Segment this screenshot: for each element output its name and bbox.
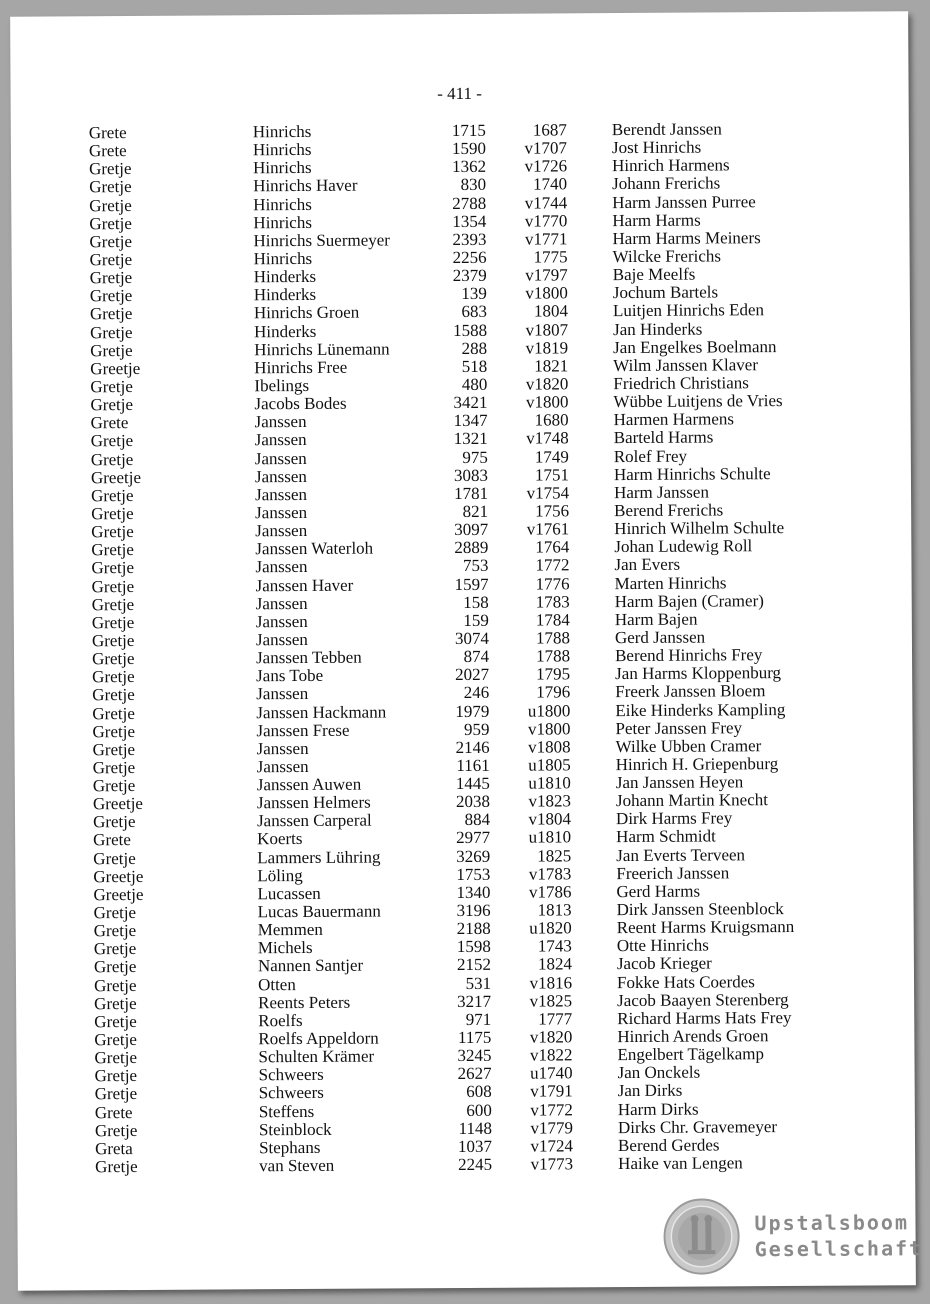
first-name-cell: Gretje	[92, 776, 136, 796]
spouse-cell: Marten Hinrichs	[614, 572, 727, 593]
year-cell: v1804	[528, 809, 572, 829]
first-name-cell: Gretje	[93, 848, 136, 868]
spouse-cell: Berend Hinrichs Frey	[614, 645, 763, 666]
year-cell: 1784	[535, 610, 570, 630]
year-cell: 1680	[534, 410, 569, 430]
record-number-cell: 959	[463, 719, 490, 739]
first-name-cell: Gretje	[95, 1157, 138, 1177]
first-name-cell: Grete	[94, 1102, 133, 1122]
record-number-cell: 1753	[456, 864, 491, 884]
year-cell: 1804	[533, 301, 568, 321]
spouse-cell: Jan Hinderks	[612, 319, 703, 339]
surname-cell: Janssen	[256, 684, 309, 704]
first-name-cell: Gretje	[94, 1066, 138, 1086]
year-cell: 1821	[534, 356, 569, 376]
first-name-cell: Gretje	[91, 576, 135, 596]
surname-cell: Hinrichs	[253, 212, 312, 232]
surname-cell: Janssen	[255, 611, 308, 632]
first-name-cell: Gretje	[92, 812, 136, 832]
surname-cell: Janssen	[255, 521, 308, 541]
record-number-cell: 2146	[455, 737, 490, 757]
first-name-cell: Gretje	[89, 195, 132, 215]
spouse-cell: Berend Gerdes	[617, 1135, 720, 1155]
record-number-cell: 2188	[456, 919, 491, 939]
spouse-cell: Haike van Lengen	[618, 1153, 743, 1174]
spouse-cell: Harm Bajen (Cramer)	[614, 590, 764, 611]
record-number-cell: 1715	[451, 120, 486, 141]
record-number-cell: 3097	[454, 519, 489, 540]
first-name-cell: Greta	[94, 1138, 133, 1159]
spouse-cell: Harm Janssen Purree	[612, 191, 756, 212]
surname-cell: Ibelings	[254, 375, 310, 396]
logo-text-line1: Upstalsboom	[754, 1210, 910, 1236]
spouse-cell: Jost Hinrichs	[611, 137, 702, 158]
spouse-cell: Berendt Janssen	[611, 119, 722, 140]
year-cell: v1823	[528, 791, 571, 811]
record-number-cell: 830	[460, 175, 487, 195]
surname-cell: Stephans	[258, 1137, 321, 1158]
surname-cell: Memmen	[257, 920, 323, 940]
record-number-cell: 2027	[455, 665, 490, 685]
first-name-cell: Gretje	[91, 503, 134, 524]
spouse-cell: Jan Janssen Heyen	[615, 772, 744, 793]
year-cell: v1761	[526, 519, 570, 539]
spouse-cell: Jan Harms Kloppenburg	[615, 663, 782, 684]
record-number-cell: 1588	[452, 320, 488, 340]
record-number-cell: 2152	[456, 955, 491, 975]
record-number-cell: 3074	[454, 628, 489, 648]
surname-cell: Roelfs	[258, 1010, 303, 1031]
spouse-cell: Jan Everts Terveen	[616, 844, 746, 865]
record-number-cell: 518	[461, 356, 488, 376]
first-name-cell: Gretje	[91, 594, 135, 614]
spouse-cell: Wilcke Frerichs	[612, 246, 722, 267]
first-name-cell: Gretje	[89, 249, 133, 270]
first-name-cell: Gretje	[94, 1084, 138, 1104]
first-name-cell: Gretje	[90, 376, 133, 397]
record-number-cell: 2393	[452, 229, 487, 249]
year-cell: 1788	[535, 646, 571, 666]
spouse-cell: Fokke Hats Coerdes	[616, 971, 755, 992]
surname-cell: Schweers	[258, 1065, 324, 1085]
year-cell: 1776	[535, 573, 570, 594]
year-cell: v1724	[530, 1136, 574, 1156]
spouse-cell: Dirks Chr. Gravemeyer	[617, 1116, 778, 1137]
spouse-cell: Harm Schmidt	[616, 826, 716, 847]
record-number-cell: 2038	[455, 792, 490, 812]
surname-cell: Hinderks	[253, 321, 317, 341]
spouse-cell: Barteld Harms	[613, 427, 714, 448]
year-cell: v1748	[526, 428, 569, 449]
spouse-cell: Berend Frerichs	[614, 500, 724, 521]
record-number-cell: 975	[462, 447, 488, 467]
record-number-cell: 2245	[458, 1154, 493, 1175]
record-number-cell: 288	[461, 338, 488, 358]
first-name-cell: Gretje	[89, 213, 132, 233]
first-name-cell: Gretje	[94, 1120, 138, 1140]
first-name-cell: Grete	[88, 123, 127, 143]
spouse-cell: Hinrich Wilhelm Schulte	[614, 518, 785, 539]
record-number-cell: 608	[466, 1082, 492, 1102]
surname-cell: Hinderks	[253, 267, 317, 287]
record-number-cell: 1597	[454, 574, 489, 594]
year-cell: 1777	[538, 1009, 573, 1029]
year-cell: 1764	[535, 537, 570, 557]
year-cell: v1808	[528, 737, 571, 757]
surname-cell: Hinrichs Lünemann	[254, 339, 390, 359]
spouse-cell: Wübbe Luitjens de Vries	[613, 391, 783, 412]
year-cell: 1751	[534, 465, 569, 485]
spouse-cell: Jochum Bartels	[612, 282, 719, 303]
surname-cell: Hinrichs Free	[254, 357, 348, 378]
spouse-cell: Engelbert Tägelkamp	[617, 1044, 765, 1065]
spouse-cell: Gerd Janssen	[614, 627, 706, 648]
record-number-cell: 1979	[455, 701, 490, 721]
year-cell: v1786	[528, 882, 572, 902]
surname-cell: Hinrichs Groen	[253, 303, 360, 323]
record-number-cell: 821	[462, 501, 489, 521]
spouse-cell: Jan Onckels	[617, 1062, 701, 1083]
surname-cell: Janssen Tebben	[255, 647, 362, 668]
record-number-cell: 1590	[451, 138, 486, 159]
year-cell: 1813	[537, 900, 572, 920]
year-cell: u1820	[529, 918, 572, 938]
year-cell: u1810	[528, 773, 571, 793]
seal-icon	[662, 1197, 740, 1275]
surname-cell: Hinrichs	[253, 194, 312, 214]
year-cell: 1796	[536, 682, 571, 702]
record-number-cell: 159	[463, 610, 489, 630]
year-cell: v1783	[528, 864, 572, 884]
record-number-cell: 3217	[457, 991, 492, 1011]
first-name-cell: Gretje	[93, 939, 137, 959]
year-cell: v1807	[525, 319, 569, 340]
first-name-cell: Gretje	[94, 1048, 138, 1068]
surname-cell: Jans Tobe	[256, 666, 324, 686]
first-name-cell: Gretje	[91, 522, 134, 542]
first-name-cell: Gretje	[90, 395, 134, 415]
record-number-cell: 3083	[453, 465, 488, 485]
spouse-cell: Harm Dirks	[617, 1099, 699, 1119]
surname-cell: Janssen	[254, 466, 307, 486]
first-name-cell: Gretje	[92, 667, 135, 687]
surname-cell: Janssen Auwen	[256, 774, 362, 795]
year-cell: 1749	[534, 446, 569, 467]
spouse-cell: Harm Bajen	[614, 609, 698, 629]
year-cell: v1800	[527, 718, 571, 739]
spouse-cell: Hinrich Harmens	[611, 155, 730, 176]
spouse-cell: Eike Hinderks Kampling	[615, 699, 786, 720]
surname-cell: Hinrichs	[252, 140, 312, 160]
spouse-cell: Jan Engelkes Boelmann	[613, 336, 777, 357]
record-number-cell: 971	[465, 1009, 492, 1029]
first-name-cell: Gretje	[93, 975, 137, 995]
surname-cell: Reents Peters	[258, 992, 351, 1013]
first-name-cell: Gretje	[91, 612, 135, 633]
record-number-cell: 1321	[453, 429, 488, 449]
surname-cell: Janssen	[254, 448, 307, 468]
spouse-cell: Jacob Baayen Sterenberg	[617, 989, 789, 1010]
first-name-cell: Gretje	[90, 431, 134, 451]
record-number-cell: 600	[466, 1100, 492, 1120]
society-logo	[662, 1196, 924, 1277]
surname-cell: Hinrichs	[252, 158, 312, 178]
first-name-cell: Gretje	[94, 1011, 137, 1032]
year-cell: v1820	[529, 1027, 573, 1047]
year-cell: v1800	[525, 392, 569, 412]
record-number-cell: 1037	[457, 1136, 493, 1156]
record-number-cell: 3196	[456, 900, 491, 921]
first-name-cell: Gretje	[93, 921, 137, 941]
first-name-cell: Gretje	[91, 649, 135, 669]
spouse-cell: Johann Martin Knecht	[615, 790, 769, 811]
first-name-cell: Gretje	[89, 322, 133, 342]
year-cell: v1771	[524, 229, 568, 249]
first-name-cell: Gretje	[89, 286, 133, 306]
surname-cell: Janssen Hackmann	[256, 701, 387, 722]
spouse-cell: Dirk Harms Frey	[615, 808, 733, 829]
spouse-cell: Harm Janssen	[613, 482, 709, 502]
spouse-cell: Jan Evers	[614, 555, 681, 575]
spouse-cell: Peter Janssen Frey	[615, 717, 743, 738]
first-name-cell: Greetje	[92, 794, 144, 814]
record-number-cell: 480	[461, 374, 488, 394]
year-cell: u1810	[528, 827, 572, 848]
year-cell: 1756	[535, 501, 570, 521]
first-name-cell: Gretje	[89, 304, 133, 324]
record-number-cell: 1781	[453, 483, 489, 503]
year-cell: 1772	[535, 555, 570, 575]
first-name-cell: Gretje	[88, 159, 132, 179]
first-name-cell: Gretje	[90, 340, 133, 360]
page-number: - 411 -	[437, 83, 482, 104]
spouse-cell: Johann Frerichs	[612, 173, 721, 194]
surname-cell: Hinderks	[253, 285, 317, 305]
record-number-cell: 1354	[452, 211, 487, 231]
spouse-cell: Friedrich Christians	[613, 373, 749, 394]
record-number-cell: 3269	[456, 846, 491, 866]
first-name-cell: Greetje	[90, 358, 141, 379]
year-cell: 1795	[536, 664, 571, 684]
surname-cell: Janssen	[256, 756, 309, 777]
record-number-cell: 2627	[457, 1064, 492, 1084]
year-cell: v1797	[525, 265, 568, 285]
record-number-cell: 1161	[456, 755, 490, 775]
record-number-cell: 1445	[455, 773, 490, 794]
year-cell: v1754	[526, 483, 570, 503]
year-cell: u1800	[527, 700, 571, 721]
surname-cell: Lammers Lühring	[257, 847, 381, 867]
first-name-cell: Grete	[90, 413, 129, 433]
surname-cell: Nannen Santjer	[257, 956, 364, 976]
first-name-cell: Gretje	[92, 721, 136, 741]
first-name-cell: Gretje	[89, 177, 132, 197]
year-cell: v1825	[529, 991, 573, 1011]
record-number-cell: 753	[462, 556, 489, 576]
record-number-cell: 1347	[453, 411, 488, 431]
year-cell: v1770	[524, 211, 568, 231]
first-name-cell: Gretje	[92, 685, 135, 705]
spouse-cell: Reent Harms Kruigsmann	[616, 917, 795, 938]
year-cell: v1772	[530, 1099, 573, 1120]
surname-cell: Janssen Carperal	[256, 810, 372, 831]
first-name-cell: Gretje	[91, 558, 135, 578]
spouse-cell: Rolef Frey	[613, 446, 688, 466]
surname-cell: Jacobs Bodes	[254, 393, 347, 414]
logo-text-line2: Gesellschaft	[754, 1236, 924, 1262]
surname-cell: Janssen	[255, 629, 308, 650]
record-number-cell: 884	[464, 810, 491, 830]
first-name-cell: Gretje	[92, 739, 136, 760]
record-number-cell: 3421	[453, 392, 488, 413]
year-cell: u1740	[530, 1063, 573, 1083]
surname-cell: Löling	[257, 865, 303, 886]
spouse-cell: Harm Hinrichs Schulte	[613, 463, 771, 484]
first-name-cell: Greetje	[93, 884, 144, 905]
year-cell: v1800	[525, 283, 568, 303]
first-name-cell: Gretje	[92, 757, 136, 778]
record-number-cell: 531	[465, 973, 492, 993]
record-number-cell: 1340	[456, 882, 491, 902]
surname-cell: Janssen	[254, 484, 308, 505]
year-cell: 1824	[537, 954, 572, 975]
year-cell: v1816	[529, 972, 573, 993]
first-name-cell: Gretje	[89, 231, 133, 252]
first-name-cell: Gretje	[89, 268, 133, 288]
surname-cell: Lucassen	[257, 883, 321, 904]
first-name-cell: Gretje	[94, 993, 137, 1014]
spouse-cell: Harm Harms Meiners	[612, 228, 761, 248]
first-name-cell: Greetje	[90, 467, 142, 487]
spouse-cell: Otte Hinrichs	[616, 935, 709, 956]
surname-cell: Janssen	[255, 593, 308, 613]
register-table	[11, 119, 915, 1177]
first-name-cell: Gretje	[91, 540, 134, 560]
spouse-cell: Gerd Harms	[616, 881, 701, 901]
year-cell: 1743	[537, 936, 572, 956]
spouse-cell: Jan Dirks	[617, 1081, 683, 1101]
surname-cell: Hinrichs	[253, 248, 313, 269]
surname-cell: Steffens	[258, 1101, 315, 1121]
spouse-cell: Harm Harms	[612, 210, 701, 230]
document-page	[10, 11, 924, 1290]
record-number-cell: 1362	[451, 157, 487, 177]
first-name-cell: Gretje	[93, 957, 137, 977]
surname-cell: Janssen	[255, 502, 308, 523]
first-name-cell: Gretje	[92, 703, 135, 723]
year-cell: v1744	[524, 192, 568, 213]
year-cell: v1820	[525, 374, 569, 394]
record-number-cell: 2379	[452, 265, 487, 286]
surname-cell: Janssen Waterloh	[255, 538, 374, 559]
spouse-cell: Johan Ludewig Roll	[614, 536, 753, 557]
year-cell: 1788	[535, 628, 570, 648]
first-name-cell: Gretje	[90, 485, 134, 506]
year-cell: v1726	[524, 156, 568, 176]
record-number-cell: 1148	[458, 1118, 492, 1138]
surname-cell: Hinrichs	[252, 121, 312, 142]
spouse-cell: Luitjen Hinrichs Eden	[612, 300, 765, 321]
record-number-cell: 158	[463, 592, 489, 612]
record-number-cell: 139	[461, 284, 487, 304]
surname-cell: van Steven	[259, 1155, 335, 1176]
year-cell: 1775	[533, 247, 568, 267]
spouse-cell: Harmen Harmens	[613, 409, 735, 430]
year-cell: u1805	[528, 755, 571, 775]
surname-cell: Roelfs Appeldorn	[258, 1028, 379, 1049]
record-number-cell: 1598	[456, 937, 491, 957]
record-number-cell: 2889	[454, 538, 489, 558]
first-name-cell: Grete	[88, 141, 127, 161]
spouse-cell: Hinrich Arends Groen	[617, 1026, 769, 1047]
spouse-cell: Freerk Janssen Bloem	[615, 681, 766, 702]
year-cell: 1825	[537, 845, 572, 866]
year-cell: 1783	[535, 592, 570, 612]
spouse-cell: Dirk Janssen Steenblock	[616, 899, 784, 920]
year-cell: v1791	[530, 1081, 573, 1102]
record-number-cell: 2788	[452, 193, 487, 213]
year-cell: 1740	[533, 174, 568, 194]
year-cell: v1822	[529, 1045, 573, 1065]
year-cell: v1773	[530, 1154, 574, 1174]
surname-cell: Koerts	[257, 829, 303, 849]
spouse-cell: Richard Harms Hats Frey	[617, 1007, 792, 1028]
surname-cell: Janssen	[254, 412, 307, 432]
surname-cell: Janssen Haver	[255, 575, 354, 595]
surname-cell: Otten	[257, 974, 296, 994]
spouse-cell: Baje Meelfs	[612, 264, 696, 285]
surname-cell: Schweers	[258, 1083, 324, 1103]
spouse-cell: Wilm Janssen Klaver	[613, 355, 759, 375]
spouse-cell: Wilke Ubben Cramer	[615, 735, 762, 756]
year-cell: v1819	[525, 338, 569, 358]
first-name-cell: Greetje	[93, 866, 144, 887]
surname-cell: Schulten Krämer	[258, 1046, 375, 1067]
first-name-cell: Gretje	[91, 630, 135, 651]
surname-cell: Janssen	[254, 430, 307, 450]
year-cell: 1687	[532, 120, 567, 140]
record-number-cell: 3245	[457, 1046, 492, 1066]
record-number-cell: 874	[463, 646, 490, 667]
surname-cell: Lucas Bauermann	[257, 901, 381, 922]
first-name-cell: Gretje	[93, 903, 137, 923]
surname-cell: Steinblock	[258, 1119, 332, 1139]
surname-cell: Michels	[257, 938, 313, 958]
year-cell: v1707	[524, 138, 567, 158]
spouse-cell: Jacob Krieger	[616, 953, 712, 974]
spouse-cell: Freerich Janssen	[616, 863, 730, 883]
surname-cell: Hinrichs Suermeyer	[253, 230, 390, 251]
surname-cell: Hinrichs Haver	[253, 176, 358, 196]
surname-cell: Janssen Helmers	[256, 792, 371, 813]
record-number-cell: 1175	[457, 1027, 492, 1048]
spouse-cell: Hinrich H. Griepenburg	[615, 753, 779, 774]
surname-cell: Janssen Frese	[256, 720, 350, 740]
record-number-cell: 683	[461, 302, 487, 322]
first-name-cell: Grete	[93, 830, 131, 850]
record-number-cell: 2256	[452, 247, 487, 268]
surname-cell: Janssen	[256, 738, 309, 759]
surname-cell: Janssen	[255, 557, 308, 577]
year-cell: v1779	[530, 1118, 573, 1138]
first-name-cell: Gretje	[94, 1030, 137, 1050]
record-number-cell: 246	[463, 683, 490, 703]
record-number-cell: 2977	[456, 828, 491, 848]
first-name-cell: Gretje	[90, 449, 134, 469]
